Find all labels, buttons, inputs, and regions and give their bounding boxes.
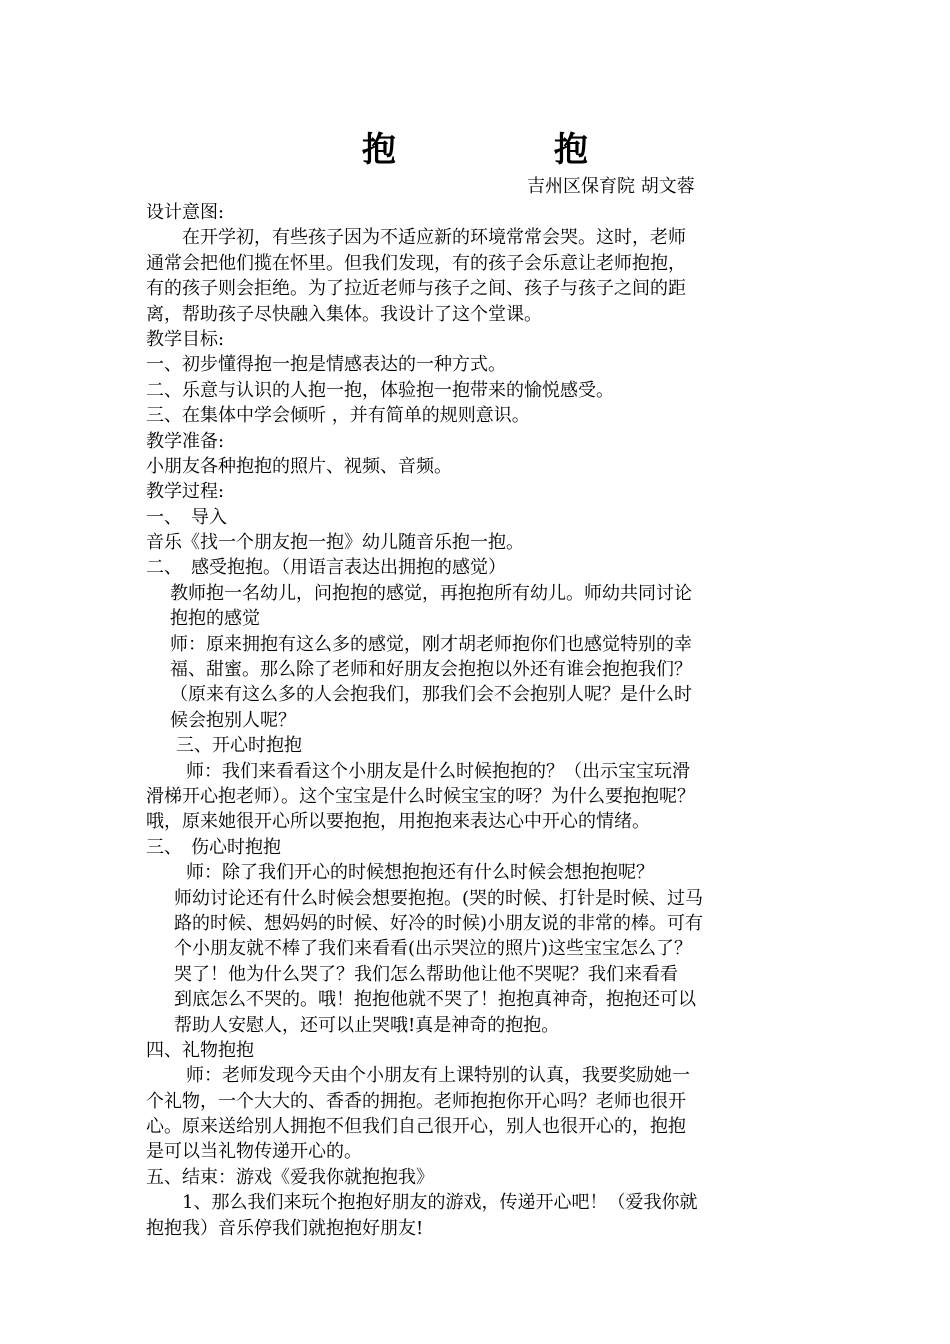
text-line: 音乐《找一个朋友抱一抱》幼儿随音乐抱一抱。 (146, 532, 524, 554)
text-line: 到底怎么不哭的。哦！抱抱他就不哭了！抱抱真神奇，抱抱还可以 (174, 989, 696, 1011)
text-line: 师：老师发现今天由个小朋友有上课特别的认真，我要奖励她一 (186, 1065, 690, 1087)
text-line: 是可以当礼物传递开心的。 (146, 1141, 362, 1163)
text-line: 设计意图: (146, 202, 225, 223)
document-body (146, 200, 820, 1241)
text-line: 师：原来拥抱有这么多的感觉，刚才胡老师抱你们也感觉特别的幸 (170, 633, 692, 655)
text-line: 哭了！他为什么哭了？我们怎么帮助他让他不哭呢？我们来看看 (174, 963, 678, 985)
text-line: 二、 感受抱抱。（用语言表达出拥抱的感觉） (146, 557, 506, 579)
text-line: 有的孩子则会拒绝。为了拉近老师与孩子之间、孩子与孩子之间的距 (146, 278, 686, 300)
text-line: 个小朋友就不棒了我们来看看(出示哭泣的照片)这些宝宝怎么了？ (174, 938, 693, 960)
text-line: 三、在集体中学会倾听 ，并有简单的规则意识。 (146, 405, 530, 427)
text-line: 抱抱的感觉 (170, 608, 260, 630)
text-line: 教学过程: (146, 481, 225, 503)
text-line: 教学准备: (146, 430, 225, 452)
document-author: 吉州区保育院 胡文蓉 (527, 176, 695, 197)
text-line: 1、那么我们来玩个抱抱好朋友的游戏，传递开心吧！（爱我你就 (182, 1192, 698, 1214)
text-line: 二、乐意与认识的人抱一抱，体验抱一抱带来的愉悦感受。 (146, 379, 614, 401)
text-line: 教师抱一名幼儿，问抱抱的感觉，再抱抱所有幼儿。师幼共同讨论 (170, 582, 692, 604)
text-line: 五、结束：游戏《爱我你就抱抱我》 (146, 1166, 434, 1188)
text-line: 三、开心时抱抱 (176, 735, 302, 757)
text-line: 一、 导入 (146, 506, 227, 528)
text-line: 哦，原来她很开心所以要抱抱，用抱抱来表达心中开心的情绪。 (146, 811, 650, 833)
text-line: 个礼物，一个大大的、香香的拥抱。老师抱抱你开心吗？老师也很开 (146, 1090, 686, 1112)
text-line: 一、初步懂得抱一抱是情感表达的一种方式。 (146, 354, 506, 376)
text-line: 通常会把他们揽在怀里。但我们发现，有的孩子会乐意让老师抱抱， (146, 252, 686, 274)
text-line: 师：除了我们开心的时候想抱抱还有什么时候会想抱抱呢？ (186, 862, 654, 884)
text-line: 小朋友各种抱抱的照片、视频、音频。 (146, 455, 452, 477)
text-line: 在开学初，有些孩子因为不适应新的环境常常会哭。这时，老师 (182, 227, 686, 249)
text-line: 四、礼物抱抱 (146, 1039, 254, 1061)
text-line: （原来有这么多的人会抱我们，那我们会不会抱别人呢？是什么时 (170, 684, 692, 706)
text-line: 滑梯开心抱老师）。这个宝宝是什么时候宝宝的呀？为什么要抱抱呢？ (146, 785, 695, 807)
document-title: 抱 抱 (362, 130, 650, 170)
text-line: 帮助人安慰人，还可以止哭哦!真是神奇的抱抱。 (174, 1014, 560, 1036)
text-line: 师：我们来看看这个小朋友是什么时候抱抱的？（出示宝宝玩滑 (186, 760, 690, 782)
text-line: 福、甜蜜。那么除了老师和好朋友会抱抱以外还有谁会抱抱我们？ (170, 659, 692, 681)
text-line: 候会抱别人呢？ (170, 709, 296, 731)
text-line: 心。原来送给别人拥抱不但我们自己很开心，别人也很开心的，抱抱 (146, 1116, 686, 1138)
text-line: 师幼讨论还有什么时候会想要抱抱。(哭的时候、打针是时候、过马 (174, 887, 704, 909)
text-line: 三、 伤心时抱抱 (146, 836, 281, 858)
text-line: 离，帮助孩子尽快融入集体。我设计了这个堂课。 (146, 303, 542, 325)
text-line: 教学目标: (146, 328, 225, 350)
text-line: 抱抱我）音乐停我们就抱抱好朋友! (146, 1217, 424, 1239)
text-line: 路的时候、想妈妈的时候、好冷的时候)小朋友说的非常的棒。可有 (174, 912, 704, 934)
